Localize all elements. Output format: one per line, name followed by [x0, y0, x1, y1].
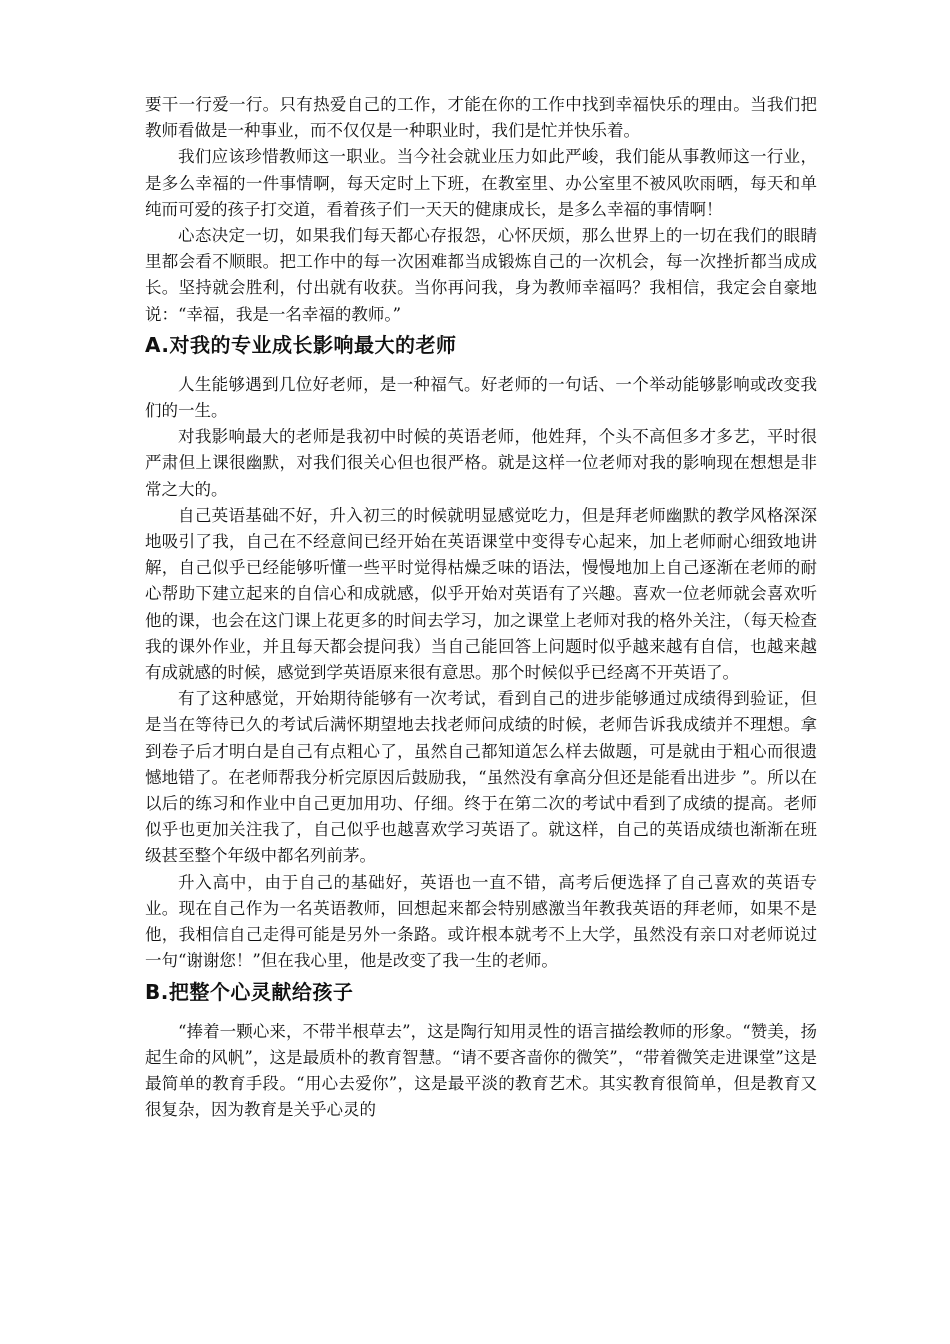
section-a-paragraph-4: 有了这种感觉，开始期待能够有一次考试，看到自己的进步能够通过成绩得到验证，但是当在等待已久的考试后满怀期望地去找老师问成绩的时候，老师告诉我成绩并不理想。拿到卷子后才明白是自己有点粗心了，虽然自己都知道怎么样去做题，可是就由于粗心而很遗憾地错了。在老师帮我分析完原因后鼓励我，“虽然没有拿高分但还是能看出进步 ”。所以在以后的练习和作业中自己更加用功、仔细。终于在第二次的考试中看到了成绩的提高。老师似乎也更加关注我了，自己似乎也越喜欢学习英语了。就这样，自己的英语成绩也渐渐在班级甚至整个年级中都名列前茅。: [145, 689, 817, 866]
section-b-heading: B.把整个心灵献给孩子: [145, 979, 354, 1004]
intro-paragraph-2: 我们应该珍惜教师这一职业。当今社会就业压力如此严峻，我们能从事教师这一行业，是多么幸福的一件事情啊，每天定时上下班，在教室里、办公室里不被风吹雨晒，每天和单纯而可爱的孩子打交道，看着孩子们一天天的健康成长，是多么幸福的事情啊！: [145, 147, 817, 219]
section-b-paragraph-1: “捧着一颗心来，不带半根草去”，这是陶行知用灵性的语言描绘教师的形象。“赞美，扬起生命的风帆”，这是最质朴的教育智慧。“请不要吝啬你的微笑”，“带着微笑走进课堂”这是最简单的教育手段。“用心去爱你”，这是最平淡的教育艺术。其实教育很简单，但是教育又很复杂，因为教育是关乎心灵的: [145, 1021, 817, 1120]
section-a-heading: A.对我的专业成长影响最大的老师: [145, 332, 457, 357]
section-a-paragraph-1: 人生能够遇到几位好老师，是一种福气。好老师的一句话、一个举动能够影响或改变我们的一生。: [145, 374, 817, 421]
section-a-paragraph-3: 自己英语基础不好，升入初三的时候就明显感觉吃力，但是拜老师幽默的教学风格深深地吸引了我，自己在不经意间已经开始在英语课堂中变得专心起来，加上老师耐心细致地讲解，自己似乎已经能够听懂一些平时觉得枯燥乏味的语法，慢慢地加上自己逐渐在老师的耐心帮助下建立起来的自信心和成就感，似乎开始对英语有了兴趣。喜欢一位老师就会喜欢听他的课，也会在这门课上花更多的时间去学习，加之课堂上老师对我的格外关注，（每天检查我的课外作业，并且每天都会提问我）当自己能回答上问题时似乎越来越有自信，也越来越有成就感的时候，感觉到学英语原来很有意思。那个时候似乎已经离不开英语了。: [145, 505, 817, 683]
intro-paragraph-1: 要干一行爱一行。只有热爱自己的工作，才能在你的工作中找到幸福快乐的理由。当我们把教师看做是一种事业，而不仅仅是一种职业时，我们是忙并快乐着。: [145, 95, 817, 141]
document-page: [145, 92, 817, 1123]
section-a-paragraph-5: 升入高中，由于自己的基础好，英语也一直不错，高考后便选择了自己喜欢的英语专业。现在自己作为一名英语教师，回想起来都会特别感激当年教我英语的拜老师，如果不是他，我相信自己走得可能是另外一条路。或许根本就考不上大学，虽然没有亲口对老师说过一句“谢谢您！”但在我心里，他是改变了我一生的老师。: [145, 872, 817, 971]
section-a-paragraph-2: 对我影响最大的老师是我初中时候的英语老师，他姓拜，个头不高但多才多艺，平时很严肃但上课很幽默，对我们很关心但也很严格。就是这样一位老师对我的影响现在想想是非常之大的。: [145, 427, 817, 499]
intro-paragraph-3: 心态决定一切，如果我们每天都心存报怨，心怀厌烦，那么世界上的一切在我们的眼睛里都会看不顺眼。把工作中的每一次困难都当成锻炼自己的一次机会，每一次挫折都当成成长。坚持就会胜利，付出就有收获。当你再问我，身为教师幸福吗？我相信，我定会自豪地说：“幸福，我是一名幸福的教师。”: [145, 226, 817, 324]
